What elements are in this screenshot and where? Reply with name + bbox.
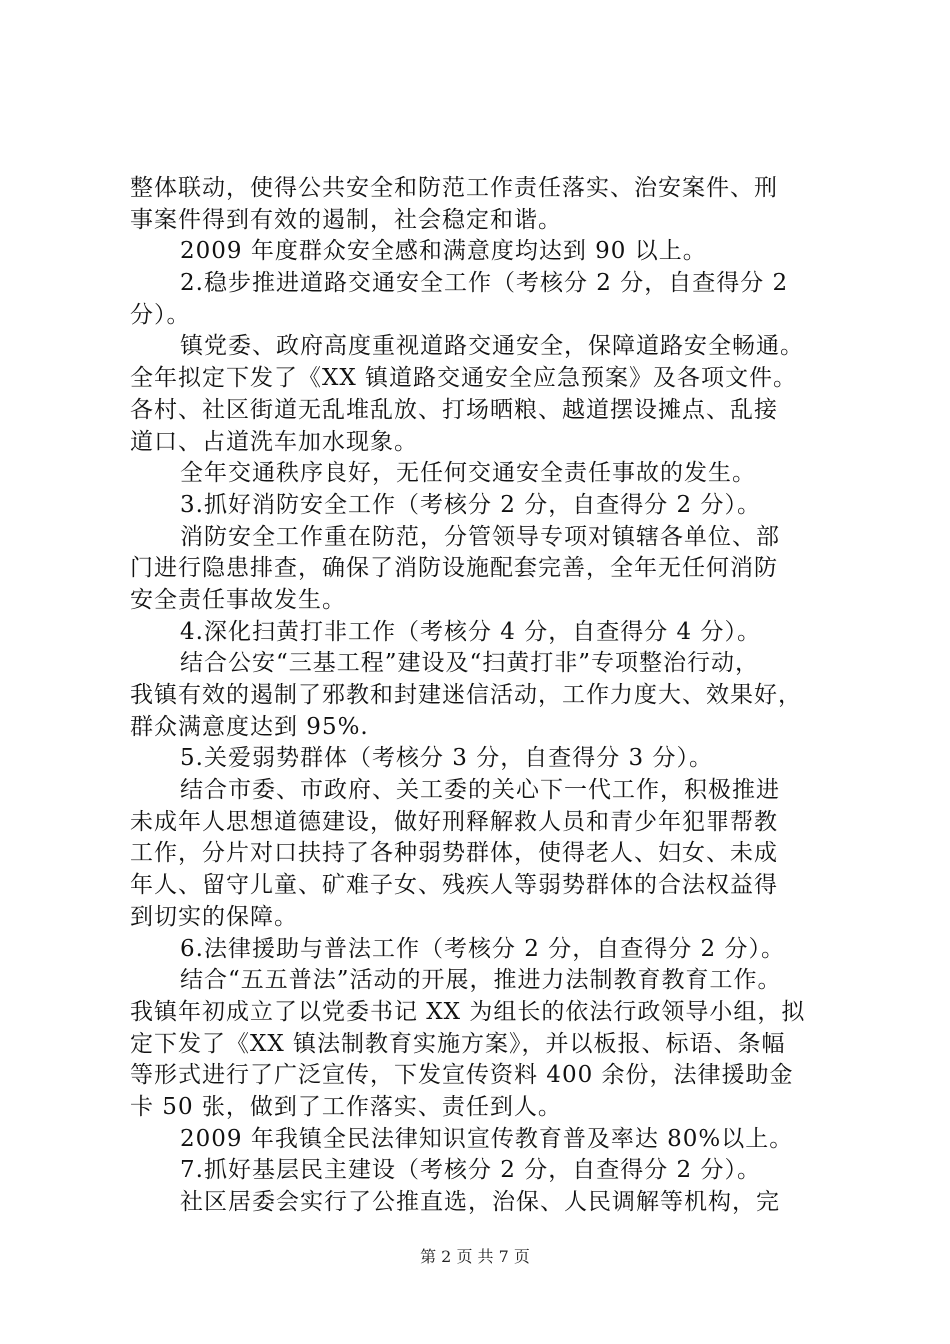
document-body [130, 173, 842, 1219]
body-line: 全年拟定下发了《XX 镇道路交通安全应急预案》及各项文件。 [130, 365, 798, 392]
body-line: 到切实的保障。 [130, 903, 298, 930]
body-line: 年人、留守儿童、矿难子女、残疾人等弱势群体的合法权益得 [130, 872, 778, 899]
body-line: 群众满意度达到 95%. [130, 713, 369, 740]
body-line: 定下发了《XX 镇法制教育实施方案》，并以板报、标语、条幅 [130, 1030, 786, 1057]
body-line: 全年交通秩序良好，无任何交通安全责任事故的发生。 [180, 460, 756, 487]
section-heading: 7.抓好基层民主建设（考核分 2 分，自查得分 2 分）。 [180, 1157, 761, 1184]
section-heading: 3.抓好消防安全工作（考核分 2 分，自查得分 2 分）。 [180, 491, 761, 518]
section-heading: 5.关爱弱势群体（考核分 3 分，自查得分 3 分）。 [180, 745, 713, 772]
page-number-footer: 第 2 页 共 7 页 [420, 1247, 530, 1266]
body-line: 结合公安“三基工程”建设及“扫黄打非”专项整治行动， [180, 650, 760, 677]
body-line: 我镇年初成立了以党委书记 XX 为组长的依法行政领导小组，拟 [130, 998, 806, 1025]
body-line: 整体联动，使得公共安全和防范工作责任落实、治安案件、刑 [130, 175, 778, 201]
body-line: 等形式进行了广泛宣传，下发宣传资料 400 余份，法律援助金 [130, 1062, 794, 1089]
body-line: 结合市委、市政府、关工委的关心下一代工作，积极推进 [180, 777, 780, 804]
body-line: 2009 年度群众安全感和满意度均达到 90 以上。 [180, 238, 707, 265]
body-line: 各村、社区街道无乱堆乱放、打场晒粮、越道摆设摊点、乱接 [130, 396, 778, 423]
body-line: 消防安全工作重在防范，分管领导专项对镇辖各单位、部 [180, 523, 780, 550]
body-line: 未成年人思想道德建设，做好刑释解救人员和青少年犯罪帮教 [130, 808, 778, 835]
body-line: 结合“五五普法”活动的开展，推进力法制教育教育工作。 [180, 967, 782, 994]
body-line: 分）。 [130, 301, 191, 328]
section-heading: 4.深化扫黄打非工作（考核分 4 分，自查得分 4 分）。 [180, 618, 761, 645]
body-line: 安全责任事故发生。 [130, 586, 346, 613]
body-line: 事案件得到有效的遏制，社会稳定和谐。 [130, 206, 562, 233]
body-line: 门进行隐患排查，确保了消防设施配套完善，全年无任何消防 [130, 555, 778, 582]
body-line: 镇党委、政府高度重视道路交通安全，保障道路安全畅通。 [180, 333, 804, 360]
body-line: 社区居委会实行了公推直选，治保、人民调解等机构，完 [180, 1189, 780, 1215]
section-heading: 6.法律援助与普法工作（考核分 2 分，自查得分 2 分）。 [180, 935, 785, 962]
body-line: 我镇有效的遏制了邪教和封建迷信活动，工作力度大、效果好， [130, 682, 802, 708]
body-line: 道口、占道洗车加水现象。 [130, 428, 418, 455]
body-line: 卡 50 张，做到了工作落实、责任到人。 [130, 1093, 562, 1120]
body-line: 2009 年我镇全民法律知识宣传教育普及率达 80%以上。 [180, 1125, 794, 1152]
section-heading: 2.稳步推进道路交通安全工作（考核分 2 分，自查得分 2 [180, 270, 789, 297]
body-line: 工作，分片对口扶持了各种弱势群体，使得老人、妇女、未成 [130, 840, 778, 867]
